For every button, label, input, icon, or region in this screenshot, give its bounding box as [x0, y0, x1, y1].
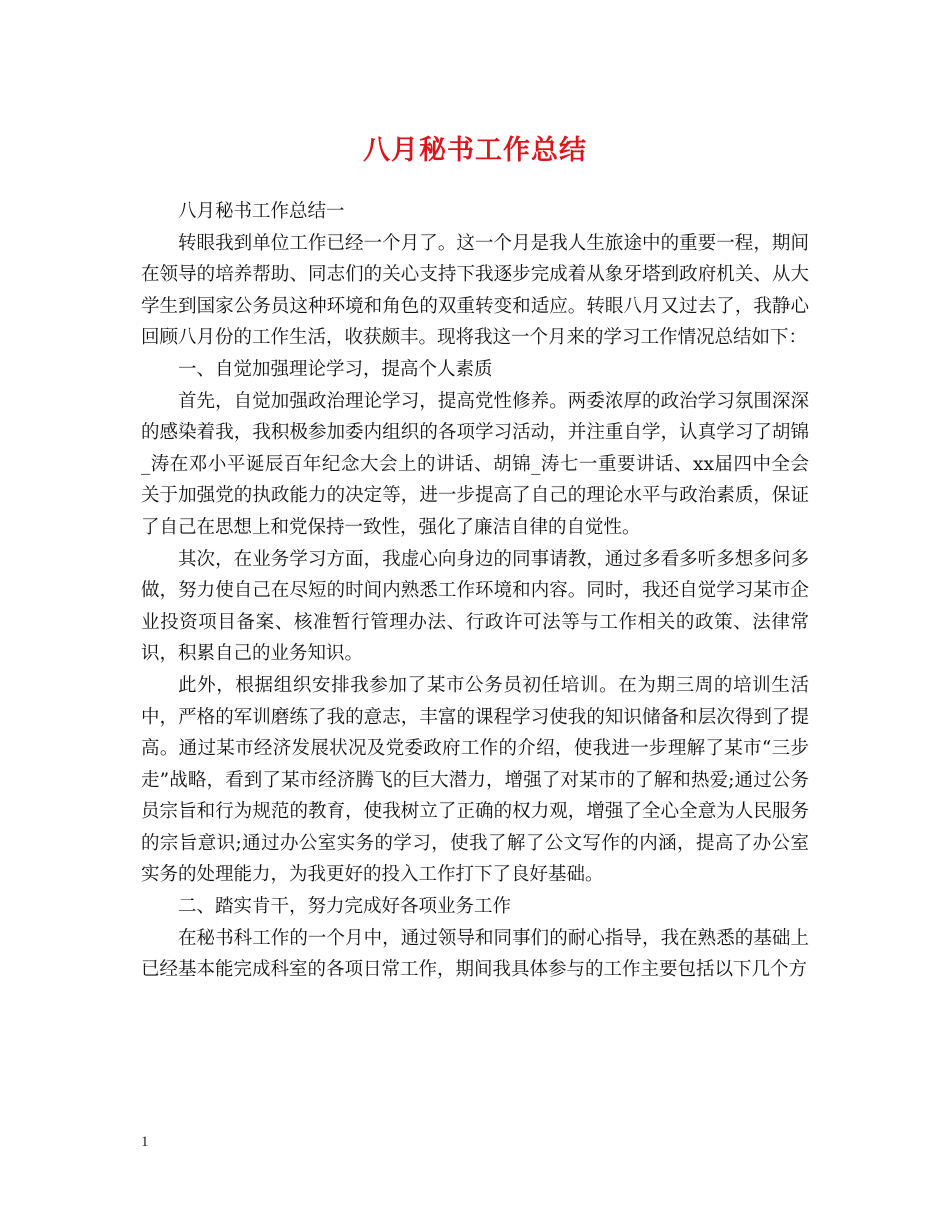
- body-paragraph: 首先，自觉加强政治理论学习，提高党性修养。两委浓厚的政治学习氛围深深的感染着我，我积极参加委内组织的各项学习活动，并注重自学，认真学习了胡锦_涛在邓小平诞辰百年纪念大会上的讲话、胡锦_涛七一重要讲话、xx届四中全会关于加强党的执政能力的决定等，进一步提高了自己的理论水平与政治素质，保证了自己在思想上和党保持一致性，强化了廉洁自律的自觉性。: [141, 390, 809, 538]
- section-heading: 一、自觉加强理论学习，提高个人素质: [178, 358, 493, 380]
- body-paragraph: 八月秘书工作总结一: [178, 201, 345, 222]
- body-paragraph: 转眼我到单位工作已经一个月了。这一个月是我人生旅途中的重要一程，期间在领导的培养帮助、同志们的关心支持下我逐步完成着从象牙塔到政府机关、从大学生到国家公务员这种环境和角色的双重转变和适应。转眼八月又过去了，我静心回顾八月份的工作生活，收获颇丰。现将我这一个月来的学习工作情况总结如下：: [141, 232, 809, 349]
- body-paragraph: 其次，在业务学习方面，我虚心向身边的同事请教，通过多看多听多想多问多做，努力使自己在尽短的时间内熟悉工作环境和内容。同时，我还自觉学习某市企业投资项目备案、核准暂行管理办法、行政许可法等与工作相关的政策、法律常识，积累自己的业务知识。: [141, 548, 809, 665]
- body-paragraph: 此外，根据组织安排我参加了某市公务员初任培训。在为期三周的培训生活中，严格的军训磨练了我的意志，丰富的课程学习使我的知识储备和层次得到了提高。通过某市经济发展状况及党委政府工作的介绍，使我进一步理解了某市“三步走”战略，看到了某市经济腾飞的巨大潜力，增强了对某市的了解和热爱;通过公务员宗旨和行为规范的教育，使我树立了正确的权力观，增强了全心全意为人民服务的宗旨意识;通过办公室实务的学习，使我了解了公文写作的内涵，提高了办公室实务的处理能力，为我更好的投入工作打下了良好基础。: [141, 674, 809, 886]
- page-number: 1: [141, 1134, 149, 1150]
- body-paragraph: 在秘书科工作的一个月中，通过领导和同事们的耐心指导，我在熟悉的基础上已经基本能完成科室的各项日常工作，期间我具体参与的工作主要包括以下几个方: [141, 927, 809, 981]
- document-title: 八月秘书工作总结: [363, 135, 587, 166]
- section-heading: 二、踏实肯干，努力完成好各项业务工作: [178, 896, 512, 918]
- document-body: [141, 196, 809, 986]
